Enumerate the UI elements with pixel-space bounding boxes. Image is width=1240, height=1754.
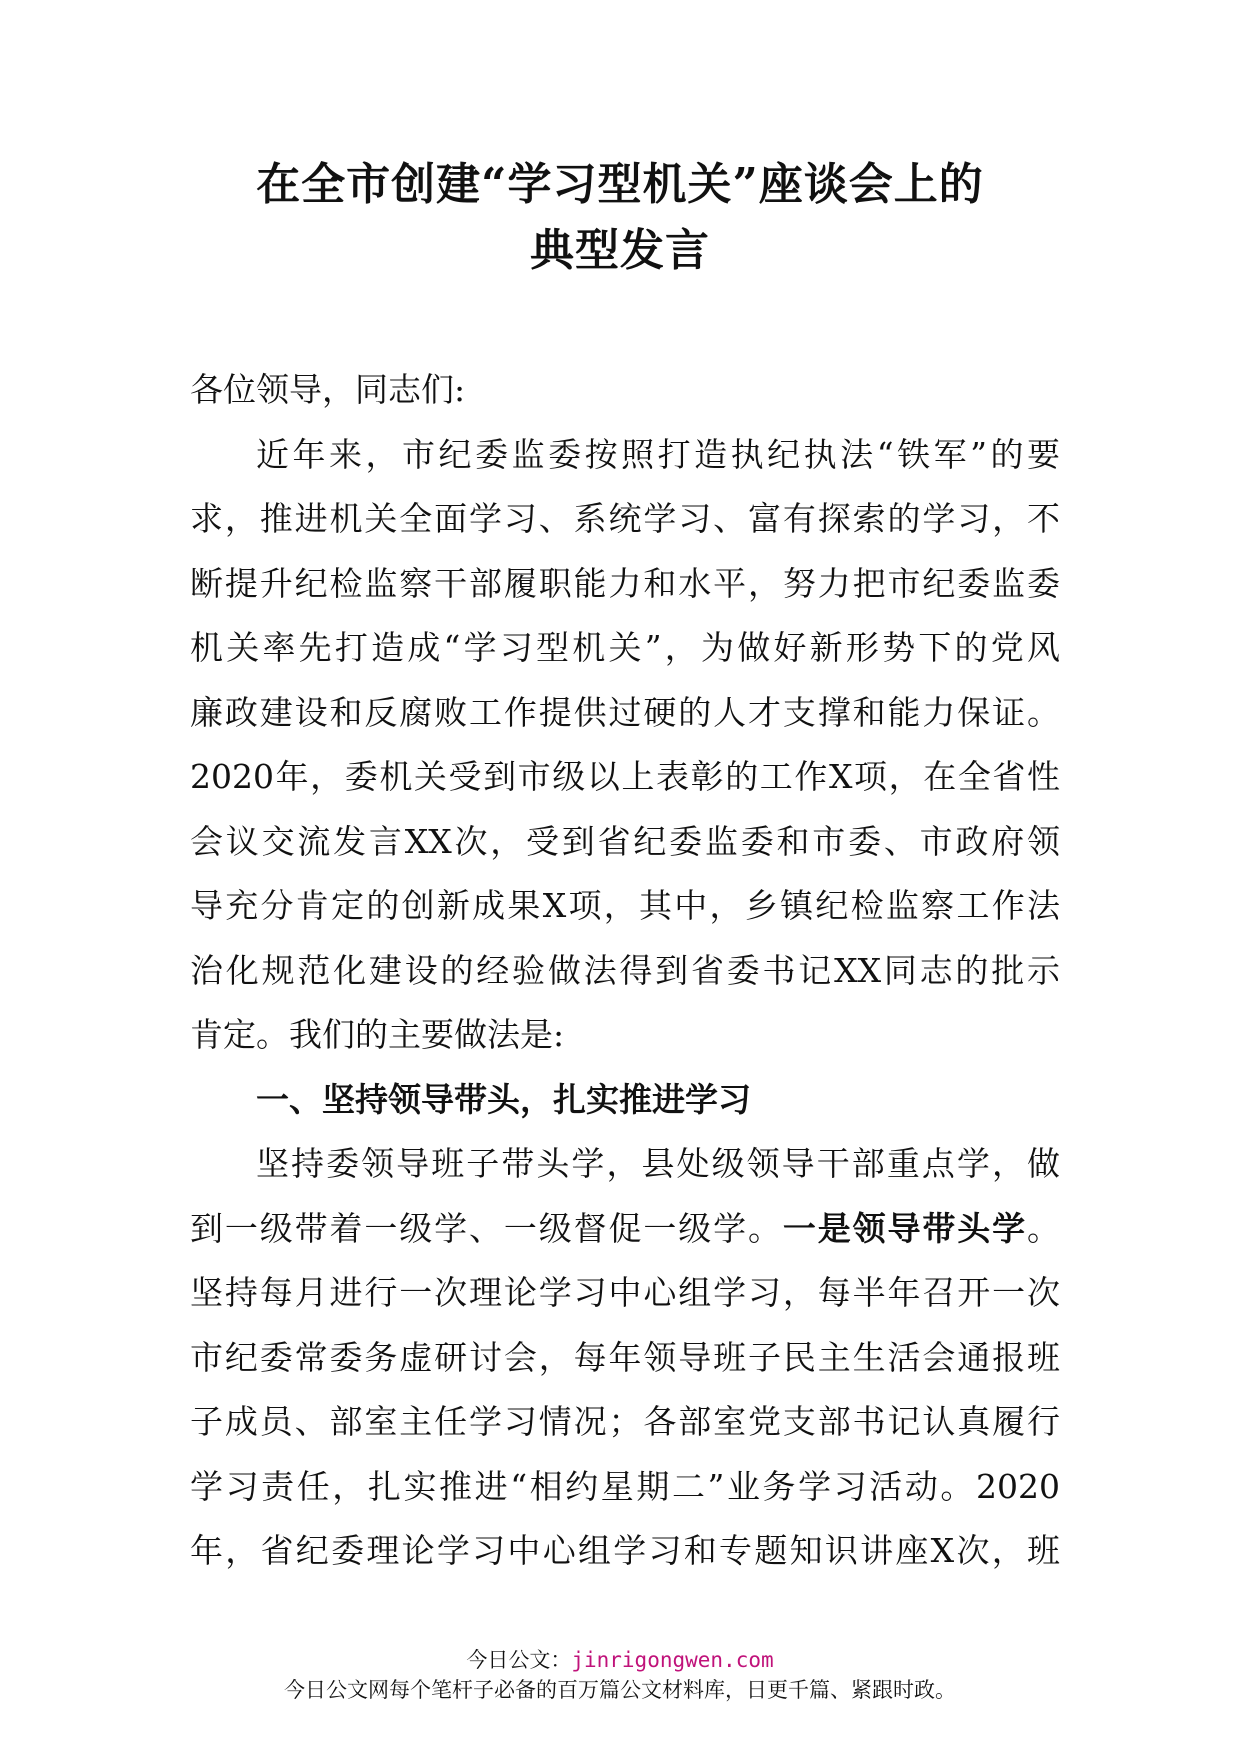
paragraph-2-line: 市纪委常委务虚研讨会，每年领导班子民主生活会通报班 [190, 1337, 1060, 1377]
paragraph-1-line: 近年来，市纪委监委按照打造执纪执法“铁军”的要 [256, 434, 1060, 474]
footer-site-link[interactable]: jinrigongwen.com [571, 1648, 774, 1672]
paragraph-2-text: 到一级带着一级学、一级督促一级学。 [190, 1208, 783, 1248]
paragraph-2-line [190, 1197, 1060, 1262]
paragraph-2-text: 。 [1027, 1208, 1060, 1248]
title-line-2: 典型发言 [530, 225, 710, 276]
paragraph-2-line: 年，省纪委理论学习中心组学习和专题知识讲座X次，班 [190, 1531, 1060, 1570]
paragraph-2-line: 坚持委领导班子带头学，县处级领导干部重点学，做 [256, 1144, 1060, 1183]
document-title [0, 152, 1240, 284]
paragraph-1-line: 肯定。我们的主要做法是: [190, 1015, 565, 1054]
document-body [190, 358, 1060, 1584]
page-footer [0, 1645, 1240, 1705]
title-line-1: 在全市创建“学习型机关”座谈会上的 [256, 159, 984, 210]
footer-site-line [0, 1645, 1240, 1675]
paragraph-1-line: 断提升纪检监察干部履职能力和水平，努力把市纪委监委 [190, 563, 1060, 603]
paragraph-1-line: 廉政建设和反腐败工作提供过硬的人才支撑和能力保证。 [190, 692, 1060, 732]
footer-slogan: 今日公文网每个笔杆子必备的百万篇公文材料库，日更千篇、紧跟时政。 [284, 1678, 956, 1702]
paragraph-1-line: 会议交流发言XX次，受到省纪委监委和市委、市政府领 [190, 821, 1060, 861]
section-heading-1: 一、坚持领导带头，扎实推进学习 [256, 1079, 751, 1119]
paragraph-2-bold-lead: 一是领导带头学 [782, 1208, 1027, 1248]
paragraph-1-line: 导充分肯定的创新成果X项，其中，乡镇纪检监察工作法 [190, 886, 1060, 925]
paragraph-1-line: 求，推进机关全面学习、系统学习、富有探索的学习，不 [190, 499, 1060, 538]
paragraph-1-line: 2020年，委机关受到市级以上表彰的工作X项，在全省性 [190, 757, 1060, 796]
paragraph-2-line: 坚持每月进行一次理论学习中心组学习，每半年召开一次 [190, 1273, 1060, 1312]
salutation: 各位领导，同志们: [190, 370, 466, 409]
paragraph-1-line: 治化规范化建设的经验做法得到省委书记XX同志的批示 [190, 950, 1060, 990]
paragraph-1-line: 机关率先打造成“学习型机关”，为做好新形势下的党风 [190, 628, 1060, 667]
footer-site-label: 今日公文： [466, 1648, 572, 1672]
paragraph-2-line: 子成员、部室主任学习情况；各部室党支部书记认真履行 [190, 1402, 1060, 1441]
paragraph-2-line: 学习责任，扎实推进“相约星期二”业务学习活动。2020 [190, 1466, 1060, 1506]
